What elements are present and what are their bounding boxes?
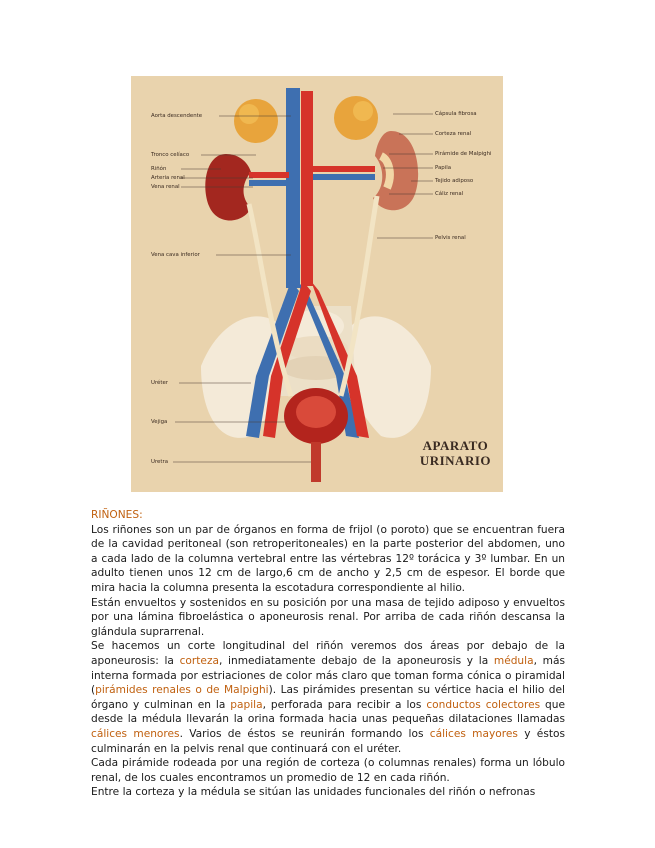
label-arteria-renal: Arteria renal <box>151 175 185 181</box>
article-body <box>91 508 565 800</box>
figure-title-line-1: APARATO <box>422 438 489 453</box>
label-piramide-malpighi: Pirámide de Malpighi <box>435 151 492 157</box>
paragraph-2: Están envueltos y sostenidos en su posición por una masa de tejido adiposo y envueltos por una lámina fibroelástica o aponeurosis renal. Por arriba de cada riñón descansa la glándula suprarrenal. <box>91 596 565 638</box>
p3-text-a: Se hacemos un corte longitudinal del riñón veremos dos áreas por debajo de la aponeurosis: la <box>91 640 565 667</box>
label-caliz-renal: Cáliz renal <box>435 191 464 197</box>
label-aorta-descendente: Aorta descendente <box>151 113 203 119</box>
p3-text-c: , más interna formada por estriaciones de color más claro que toman forma cónica o piramidal ( <box>91 654 565 697</box>
term-medula: médula <box>493 654 534 667</box>
paragraph-3 <box>91 639 565 756</box>
term-conductos-colectores: conductos colectores <box>426 698 541 711</box>
section-heading: RIÑONES: <box>91 509 143 521</box>
label-rinon: Riñón <box>151 166 167 172</box>
figure-title <box>420 438 491 468</box>
label-vejiga: Vejiga <box>151 419 168 425</box>
paragraph-1: Los riñones son un par de órganos en forma de frijol (o poroto) que se encuentran fuera de la cavidad peritoneal (son retroperitoneales) en la parte posterior del abdomen, uno a cada lado de la columna vertebral entre las vértebras 12º torácica y 3º lumbar. En un adulto tienen unos 12 cm de largo,6 cm de ancho y 2,5 cm de espesor. El borde que mira hacia la columna presenta la escotadura correspondiente al hilio. <box>91 523 565 594</box>
p3-text-e: , perforada para recibir a los <box>262 698 427 711</box>
label-capsula-fibrosa: Cápsula fibrosa <box>435 111 477 117</box>
paragraph-4: Cada pirámide rodeada por una región de corteza (o columnas renales) forma un lóbulo renal, de los cuales encontramos un promedio de 12 en cada riñón. <box>91 757 565 784</box>
term-piramides: pirámides renales o de Malpighi <box>95 684 269 697</box>
p3-text-b: , inmediatamente debajo de la aponeurosis y la <box>219 654 494 667</box>
p3-text-d: ). Las pirámides presentan su vértice hacia el hilio del órgano y culminan en la <box>91 684 565 711</box>
label-tronco-celiaco: Tronco celíaco <box>151 152 190 158</box>
urinary-system-illustration <box>131 76 503 492</box>
term-calices-menores: cálices menores <box>91 727 180 740</box>
p3-text-h: y éstos culminarán en la pelvis renal que continuará con el uréter. <box>91 727 566 755</box>
anatomy-drawing <box>131 76 503 492</box>
label-papila: Papila <box>435 165 452 171</box>
figure-title-line-2: URINARIO <box>419 453 491 468</box>
paragraph-5: Entre la corteza y la médula se sitúan las unidades funcionales del riñón o nefronas <box>91 786 536 799</box>
term-calices-mayores: cálices mayores <box>429 727 518 740</box>
label-pelvis-renal: Pelvis renal <box>435 235 466 241</box>
label-vena-cava-inferior: Vena cava inferior <box>151 252 200 258</box>
term-papila: papila <box>230 698 263 711</box>
label-uretra: Uretra <box>151 459 168 465</box>
label-ureter: Uréter <box>151 380 169 386</box>
label-corteza-renal: Corteza renal <box>435 131 472 137</box>
p3-text-g: . Varios de éstos se reunirán formando los <box>179 727 430 740</box>
label-vena-renal: Vena renal <box>151 184 180 190</box>
label-tejido-adiposo: Tejido adiposo <box>435 178 474 184</box>
p3-text-f: que desde la médula llevarán la orina formada hacia unas pequeñas dilataciones llamadas <box>91 698 565 726</box>
term-corteza: corteza <box>179 654 219 667</box>
